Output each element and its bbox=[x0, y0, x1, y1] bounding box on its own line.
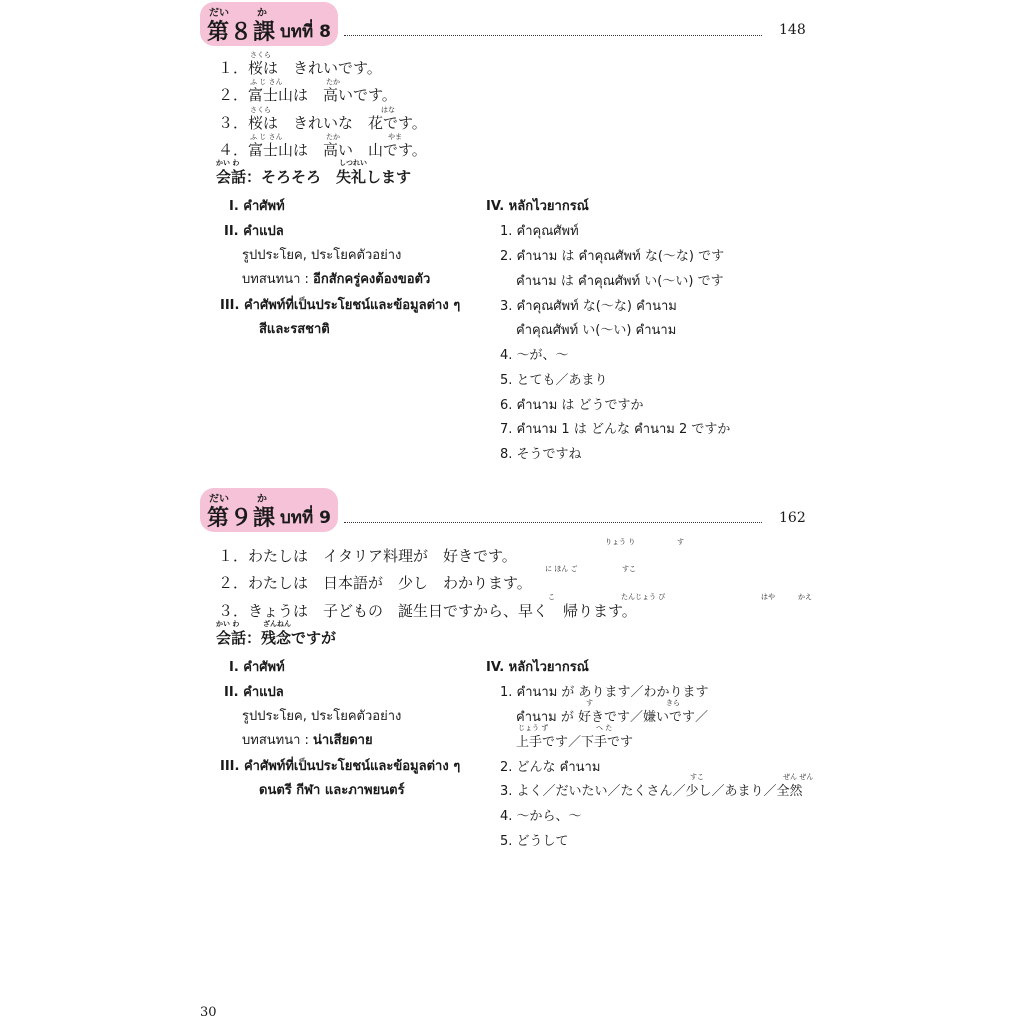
furigana: す bbox=[586, 699, 593, 707]
example-sentence-3 bbox=[218, 593, 812, 621]
furigana: ふ じ さん bbox=[250, 78, 283, 86]
furigana: ざんねん bbox=[263, 620, 291, 628]
conversation-title bbox=[216, 620, 337, 648]
ruby-dai: だい bbox=[209, 494, 229, 505]
grammar-item: คำนาม は คำคุณศัพท์ い(～い) です bbox=[516, 274, 724, 289]
section-vocabulary: I. คำศัพท์ bbox=[229, 660, 285, 675]
furigana: かえ bbox=[798, 593, 812, 601]
leader-dots bbox=[344, 35, 762, 36]
furigana: に ほん ご bbox=[545, 565, 578, 573]
furigana: りょう り bbox=[605, 538, 636, 546]
section-translation: II. คำแปล bbox=[224, 685, 284, 700]
useful-words-topic: ดนตรี กีฬา และภาพยนตร์ bbox=[259, 783, 405, 798]
grammar-item: 2. คำนาม は คำคุณศัพท์ な(～な) です bbox=[500, 249, 725, 264]
grammar-item: 1. คำนาม が あります／わかります bbox=[500, 685, 709, 700]
lesson-9-header bbox=[200, 488, 338, 532]
dialogue-label: บทสนทนา : bbox=[242, 733, 314, 748]
grammar-item bbox=[516, 724, 634, 750]
furigana: す bbox=[677, 538, 684, 546]
grammar-item: คำคุณศัพท์ い(～い) คำนาม bbox=[516, 323, 677, 338]
grammar-item: 7. คำนาม 1 は どんな คำนาม 2 ですか bbox=[500, 422, 731, 437]
sentence-text: ２．富士山は 高いです。 bbox=[218, 86, 397, 104]
grammar-item: 4. ～から、～ bbox=[500, 809, 582, 824]
furigana: さくら bbox=[250, 51, 271, 59]
ruby-ka: か bbox=[257, 8, 267, 19]
page-number: 30 bbox=[200, 1005, 217, 1020]
lesson-title-th: บทที่ 8 bbox=[280, 22, 331, 42]
furigana: へ た bbox=[596, 724, 613, 732]
furigana: こ bbox=[548, 593, 555, 601]
grammar-item: 8. そうですね bbox=[500, 447, 582, 462]
page-reference: 162 bbox=[779, 510, 806, 526]
conversation-text: 会話：そろそろ 失礼します bbox=[216, 168, 412, 186]
example-sentence-1 bbox=[218, 538, 684, 566]
grammar-item: 4. ～が、～ bbox=[500, 348, 569, 363]
furigana: たか bbox=[326, 133, 340, 141]
conversation-title bbox=[216, 159, 412, 187]
lesson-title-jp: 第９課 bbox=[207, 506, 277, 531]
section-useful-words: III. คำศัพท์ที่เป็นประโยชน์และข้อมูลต่าง ๆ bbox=[220, 298, 461, 313]
furigana: かい わ bbox=[216, 620, 240, 628]
furigana: ふ じ さん bbox=[250, 133, 283, 141]
grammar-item: 3. คำคุณศัพท์ な(～な) คำนาม bbox=[500, 299, 677, 314]
conversation-text: 会話：残念ですが bbox=[216, 629, 337, 647]
furigana: たか bbox=[326, 78, 340, 86]
dialogue-title: น่าเสียดาย bbox=[313, 733, 373, 748]
grammar-item: 5. どうして bbox=[500, 834, 569, 849]
ruby-ka: か bbox=[257, 494, 267, 505]
lesson-title-th: บทที่ 9 bbox=[280, 508, 331, 528]
leader-dots bbox=[344, 522, 762, 523]
furigana: たんじょう び bbox=[621, 593, 666, 601]
translation-dialogue bbox=[242, 268, 430, 289]
lesson-8-header bbox=[200, 2, 338, 46]
translation-dialogue bbox=[242, 729, 373, 750]
section-translation: II. คำแปล bbox=[224, 224, 284, 239]
furigana: じょう ず bbox=[518, 724, 549, 732]
grammar-item: 1. คำคุณศัพท์ bbox=[500, 224, 579, 239]
furigana: やま bbox=[388, 133, 402, 141]
furigana: きら bbox=[666, 699, 680, 707]
furigana: さくら bbox=[250, 106, 271, 114]
furigana: はな bbox=[381, 106, 395, 114]
section-grammar: IV. หลักไวยากรณ์ bbox=[486, 660, 589, 675]
lesson-title-jp: 第８課 bbox=[207, 20, 277, 45]
grammar-text: 上手です／下手です bbox=[516, 735, 634, 750]
section-useful-words: III. คำศัพท์ที่เป็นประโยชน์และข้อมูลต่าง ๆ bbox=[220, 759, 461, 774]
page-reference: 148 bbox=[779, 22, 806, 38]
section-grammar: IV. หลักไวยากรณ์ bbox=[486, 199, 589, 214]
sentence-text: １．桜は きれいです。 bbox=[218, 59, 382, 77]
furigana: すこ bbox=[622, 565, 636, 573]
dialogue-label: บทสนทนา : bbox=[242, 272, 314, 287]
translation-patterns: รูปประโยค, ประโยคตัวอย่าง bbox=[242, 248, 402, 263]
dialogue-title: อีกสักครู่คงต้องขอตัว bbox=[313, 272, 431, 287]
section-vocabulary: I. คำศัพท์ bbox=[229, 199, 285, 214]
sentence-text: ２．わたしは 日本語が 少し わかります。 bbox=[218, 574, 532, 592]
grammar-text: คำนาม が 好きです／嫌いです／ bbox=[516, 710, 709, 725]
grammar-item bbox=[500, 773, 814, 799]
translation-patterns: รูปประโยค, ประโยคตัวอย่าง bbox=[242, 709, 402, 724]
furigana: ぜん ぜん bbox=[783, 773, 814, 781]
example-sentence-1 bbox=[218, 51, 382, 78]
example-sentence-4 bbox=[218, 133, 427, 160]
sentence-text: ３．桜は きれいな 花です。 bbox=[218, 114, 427, 132]
furigana: しつれい bbox=[339, 159, 367, 167]
example-sentence-3 bbox=[218, 106, 427, 133]
sentence-text: １．わたしは イタリア料理が 好きです。 bbox=[218, 547, 517, 565]
useful-words-topic: สีและรสชาติ bbox=[259, 322, 330, 337]
furigana: はや bbox=[761, 593, 775, 601]
sentence-text: ３．きょうは 子どもの 誕生日ですから、早く 帰ります。 bbox=[218, 602, 637, 620]
example-sentence-2 bbox=[218, 78, 397, 105]
grammar-text: 3. よく／だいたい／たくさん／少し／あまり／全然 bbox=[500, 784, 803, 799]
sentence-text: ４．富士山は 高い 山です。 bbox=[218, 141, 427, 159]
ruby-dai: だい bbox=[209, 8, 229, 19]
furigana: かい わ bbox=[216, 159, 240, 167]
grammar-item: 2. どんな คำนาม bbox=[500, 760, 601, 775]
grammar-item: 6. คำนาม は どうですか bbox=[500, 398, 644, 413]
furigana: すこ bbox=[690, 773, 704, 781]
grammar-item: 5. とても／あまり bbox=[500, 373, 608, 388]
example-sentence-2 bbox=[218, 565, 636, 593]
